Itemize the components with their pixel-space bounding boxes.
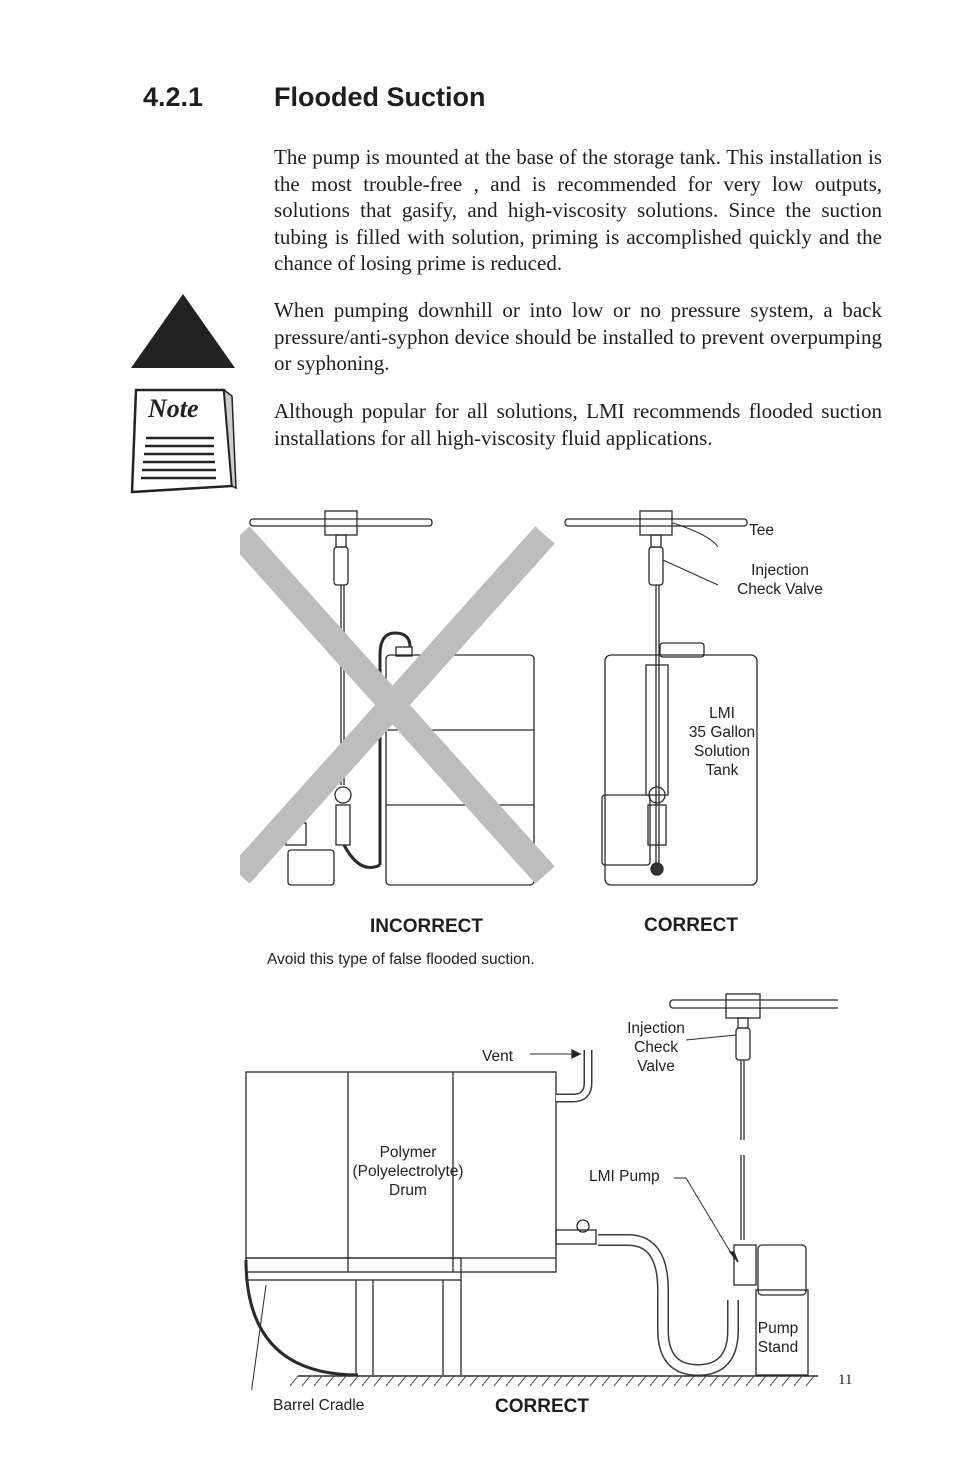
top-installation-diagram	[240, 505, 800, 900]
barrel-cradle-label: Barrel Cradle	[273, 1397, 365, 1414]
header-pipe-bottom	[670, 1000, 838, 1008]
lmi-pump	[758, 1245, 806, 1295]
correct-caption-top: CORRECT	[644, 915, 738, 936]
paragraph-warning: When pumping downhill or into low or no pressure system, a back pressure/anti-syphon device should be installed to prevent overpumping or syphoning.	[274, 298, 882, 375]
injection-check-valve-label: Injection Check Valve	[737, 562, 823, 598]
incorrect-caption: INCORRECT	[370, 916, 483, 937]
paragraph-note: Although popular for all solutions, LMI recommends flooded suction installations for all high-viscosity fluid applications.	[274, 399, 882, 450]
barrel-cradle	[246, 1258, 461, 1280]
header-pipe-right	[565, 519, 747, 526]
bottom-installation-diagram	[238, 990, 838, 1390]
tee-right	[640, 511, 672, 535]
polymer-drum-label: Polymer (Polyelectrolyte) Drum	[352, 1144, 464, 1199]
section-number: 4.2.1	[143, 82, 204, 112]
note-icon-label: Note	[148, 394, 199, 423]
section-title: Flooded Suction	[274, 82, 486, 112]
tee-bottom	[726, 994, 760, 1018]
header-pipe-left	[250, 519, 432, 526]
pump-stand-label: Pump Stand	[757, 1320, 799, 1356]
lmi-pump-label: LMI Pump	[589, 1168, 660, 1185]
paragraph-intro: The pump is mounted at the base of the storage tank. This installation is the most trouble-free , and is recommended for very low outputs, solutions that gasify, and high-viscosity solutions. Since the suction tubing is filled with solution, priming is accomplished quickly and the chance of losing prime is reduced.	[274, 145, 882, 275]
injection-check-valve-label-bottom: Injection Check Valve	[627, 1020, 685, 1075]
tee-label: Tee	[749, 522, 774, 539]
solution-tank-label: LMI 35 Gallon Solution Tank	[688, 705, 756, 779]
vent-label: Vent	[482, 1048, 514, 1065]
pump-base-left	[288, 850, 334, 885]
avoid-note: Avoid this type of false flooded suction.	[267, 951, 535, 968]
correct-caption-bottom: CORRECT	[495, 1396, 589, 1417]
note-pad-icon	[128, 388, 238, 496]
pump-right	[602, 795, 650, 865]
tee-left	[325, 511, 357, 535]
warning-triangle-icon	[128, 292, 238, 370]
page-number: 11	[838, 1372, 853, 1388]
